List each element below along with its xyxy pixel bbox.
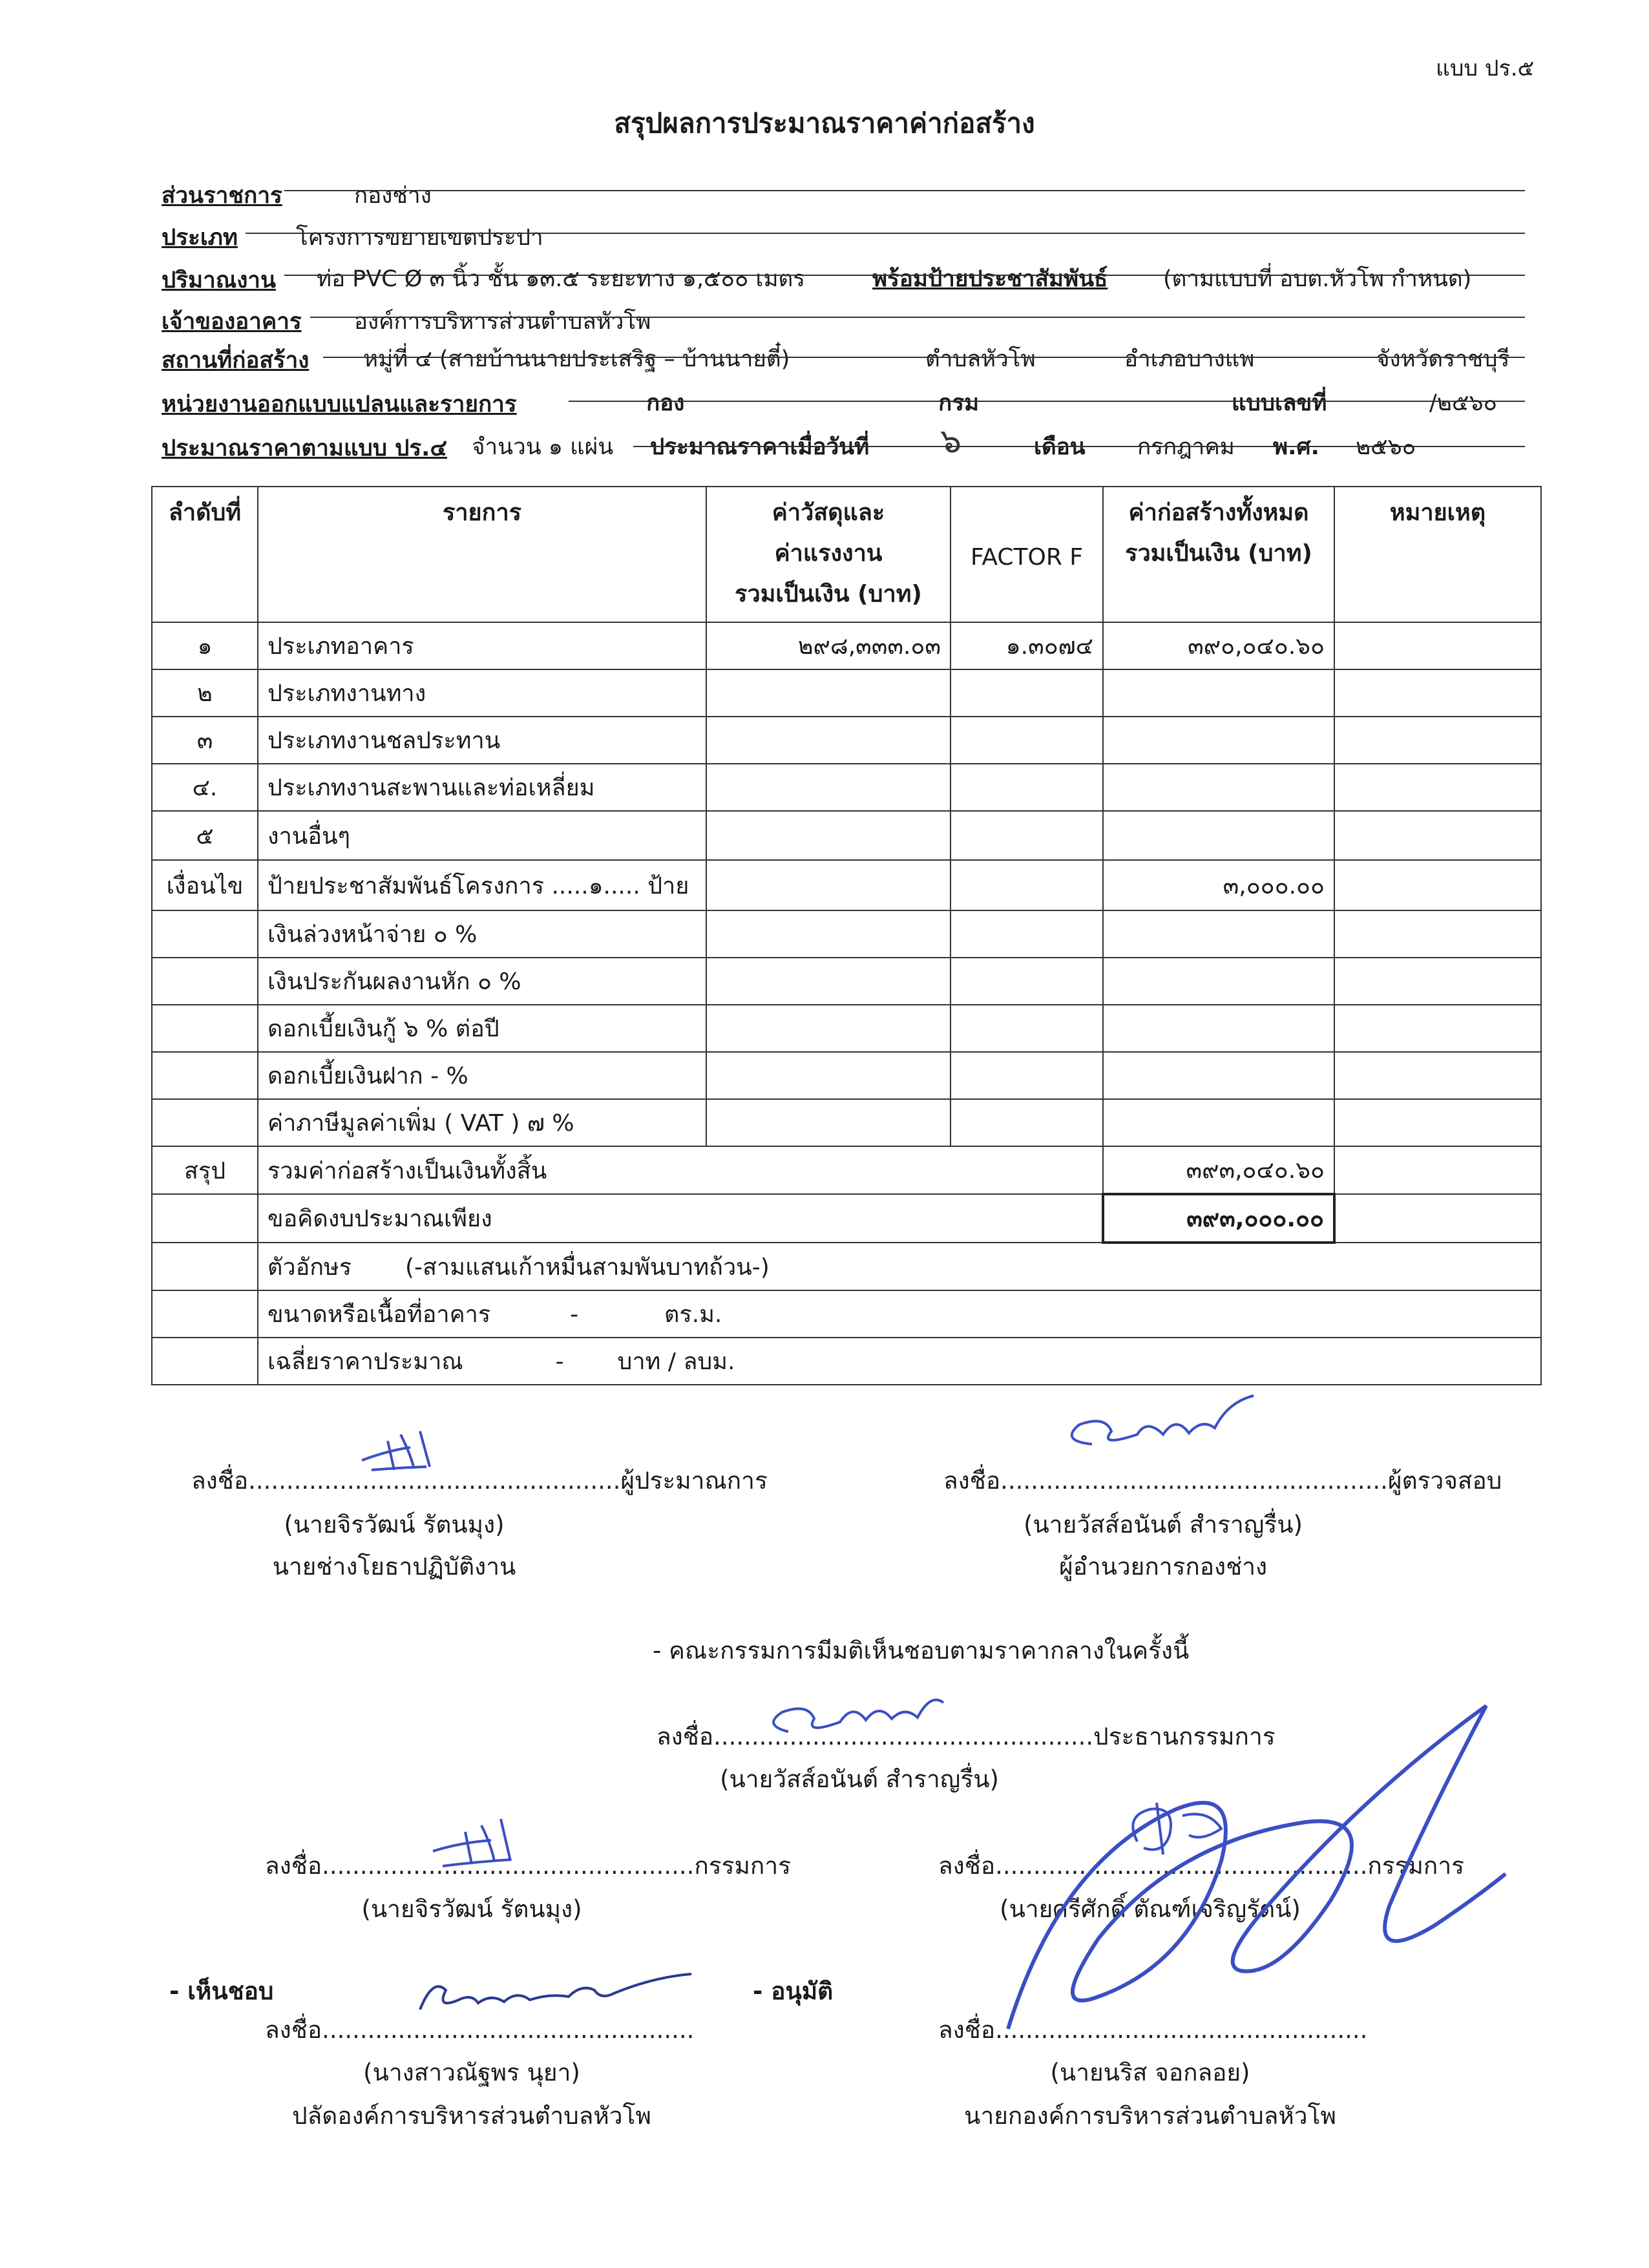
row-item: ดอกเบี้ยเงินฝาก - % xyxy=(258,1052,706,1099)
agency-label: ส่วนราชการ xyxy=(162,183,282,209)
col-total-header xyxy=(1103,487,1334,622)
estimate-day: ๖ xyxy=(940,422,962,461)
row-total xyxy=(1103,1052,1334,1099)
table-row xyxy=(152,717,1541,764)
summary-row-budget xyxy=(152,1194,1541,1243)
summary-remark xyxy=(1334,1194,1541,1243)
row-no xyxy=(152,910,258,958)
chairman-sign-line: ลงชื่อ..................................................ประธานกรรมการ xyxy=(656,1723,1276,1750)
row-no xyxy=(152,1052,258,1099)
member1-sign-line: ลงชื่อ.................................................กรรมการ xyxy=(265,1852,791,1880)
row-no xyxy=(152,1099,258,1146)
budget-label: ขอคิดงบประมาณเพียง xyxy=(258,1194,1103,1243)
member1-name: (นายจิรวัฒน์ รัตนมุง) xyxy=(361,1895,582,1923)
table-row xyxy=(152,669,1541,717)
col-remark-header: หมายเหตุ xyxy=(1334,487,1541,622)
table-row xyxy=(152,910,1541,958)
estimate-sheets: จำนวน ๑ แผ่น xyxy=(472,434,614,460)
mayor-name: (นายนริส จอกลอย) xyxy=(1050,2059,1250,2086)
avg-unit: บาท / ลบม. xyxy=(617,1349,735,1375)
row-no: ๑ xyxy=(152,622,258,669)
summary-row-letters xyxy=(152,1243,1541,1290)
row-item: ประเภทงานชลประทาน xyxy=(258,717,706,764)
row-remark xyxy=(1334,669,1541,717)
row-total xyxy=(1103,669,1334,717)
row-item: ประเภทงานทาง xyxy=(258,669,706,717)
inspector-position: ผู้อำนวยการกองช่าง xyxy=(1058,1553,1268,1580)
clerk-position: ปลัดองค์การบริหารส่วนตำบลหัวโพ xyxy=(292,2102,651,2130)
agency-value: กองช่าง xyxy=(354,183,432,209)
estimate-underline xyxy=(633,446,1525,447)
site-value: หมู่ที่ ๔ (สายบ้านนายประเสริฐ – บ้านนายตี๋) xyxy=(363,346,790,372)
design-unit-department: กรม xyxy=(938,390,980,416)
owner-value: องค์การบริหารส่วนตำบลหัวโพ xyxy=(354,309,651,335)
grand-total-value: ๓๙๓,๐๔๐.๖๐ xyxy=(1103,1146,1334,1194)
row-total: ๓๙๐,๐๔๐.๖๐ xyxy=(1103,622,1334,669)
year-value: ๒๕๖๐ xyxy=(1356,434,1416,460)
avg-label: เฉลี่ยราคาประมาณ xyxy=(268,1349,463,1375)
table-row xyxy=(152,1099,1541,1146)
committee-note: - คณะกรรมการมีมติเห็นชอบตามราคากลางในครั้งนี้ xyxy=(653,1637,1190,1664)
quantity-note: (ตามแบบที่ อบต.หัวโพ กำหนด) xyxy=(1163,266,1472,292)
row-material xyxy=(706,958,951,1005)
row-remark xyxy=(1334,764,1541,811)
row-total xyxy=(1103,764,1334,811)
row-material xyxy=(706,1099,951,1146)
table-header-row xyxy=(152,487,1541,622)
row-remark xyxy=(1334,811,1541,860)
row-total xyxy=(1103,1099,1334,1146)
page-title: สรุปผลการประมาณราคาค่าก่อสร้าง xyxy=(614,107,1035,139)
estimate-label: ประมาณราคาตามแบบ ปร.๔ xyxy=(162,436,447,461)
row-no: ๒ xyxy=(152,669,258,717)
row-remark xyxy=(1334,1005,1541,1052)
estimator-sign-line: ลงชื่อ.................................................ผู้ประมาณการ xyxy=(191,1467,768,1495)
col-total-header-line1: ค่าก่อสร้างทั้งหมด xyxy=(1128,499,1309,526)
table-row xyxy=(152,1052,1541,1099)
row-factor: ๑.๓๐๗๔ xyxy=(951,622,1103,669)
summary-blank xyxy=(152,1290,258,1338)
table-row xyxy=(152,1005,1541,1052)
table-row xyxy=(152,811,1541,860)
col-material-header-line1: ค่าวัสดุและ xyxy=(772,499,885,526)
row-total xyxy=(1103,811,1334,860)
row-no: ๓ xyxy=(152,717,258,764)
row-total xyxy=(1103,910,1334,958)
inspector-name: (นายวัสส์อนันต์ สำราญรื่น) xyxy=(1024,1511,1303,1538)
year-label: พ.ศ. xyxy=(1273,434,1319,460)
row-no: ๕ xyxy=(152,811,258,860)
row-material xyxy=(706,910,951,958)
owner-label: เจ้าของอาคาร xyxy=(162,309,302,335)
row-factor xyxy=(951,1099,1103,1146)
agree-label: - เห็นชอบ xyxy=(169,1977,274,2005)
site-district: อำเภอบางแพ xyxy=(1124,346,1255,372)
member2-name: (นายศรีศักดิ์ ตัณฑ์เจริญรัตน์) xyxy=(1000,1895,1301,1923)
month-value: กรกฎาคม xyxy=(1137,434,1235,460)
agency-underline xyxy=(284,190,1525,191)
month-label: เดือน xyxy=(1034,434,1086,460)
row-material xyxy=(706,1005,951,1052)
summary-label: สรุป xyxy=(152,1146,258,1194)
col-material-header-line2: ค่าแรงงาน xyxy=(774,540,883,567)
site-province: จังหวัดราชบุรี xyxy=(1376,346,1510,372)
row-total xyxy=(1103,717,1334,764)
row-remark xyxy=(1334,958,1541,1005)
summary-row-average xyxy=(152,1338,1541,1385)
design-unit-division: กอง xyxy=(646,390,685,416)
row-material xyxy=(706,669,951,717)
type-underline xyxy=(246,233,1525,234)
letters-value: (-สามแสนเก้าหมื่นสามพันบาทถ้วน-) xyxy=(404,1254,770,1281)
row-item: ค่าภาษีมูลค่าเพิ่ม ( VAT ) ๗ % xyxy=(258,1099,706,1146)
summary-blank xyxy=(152,1243,258,1290)
summary-row-area xyxy=(152,1290,1541,1338)
inspector-signature xyxy=(1034,1389,1266,1467)
col-factor-header: FACTOR F xyxy=(951,487,1103,622)
design-no-label: แบบเลขที่ xyxy=(1232,390,1327,416)
row-item: ประเภทงานสะพานและท่อเหลี่ยม xyxy=(258,764,706,811)
row-factor xyxy=(951,1052,1103,1099)
row-item: งานอื่นๆ xyxy=(258,811,706,860)
row-material xyxy=(706,860,951,910)
row-material: ๒๙๘,๓๓๓.๐๓ xyxy=(706,622,951,669)
mayor-position: นายกองค์การบริหารส่วนตำบลหัวโพ xyxy=(964,2102,1336,2130)
form-code: แบบ ปร.๕ xyxy=(1436,56,1535,81)
area-value: - xyxy=(570,1301,579,1328)
row-item: ป้ายประชาสัมพันธ์โครงการ .....๑..... ป้าย xyxy=(258,860,706,910)
summary-row-grand-total xyxy=(152,1146,1541,1194)
member2-sign-line: ลงชื่อ.................................................กรรมการ xyxy=(938,1852,1464,1880)
table-row xyxy=(152,958,1541,1005)
row-factor xyxy=(951,717,1103,764)
row-no: เงื่อนไข xyxy=(152,860,258,910)
row-remark xyxy=(1334,622,1541,669)
budget-value: ๓๙๓,๐๐๐.๐๐ xyxy=(1103,1194,1334,1243)
row-factor xyxy=(951,910,1103,958)
col-material-header xyxy=(706,487,951,622)
row-total: ๓,๐๐๐.๐๐ xyxy=(1103,860,1334,910)
row-remark xyxy=(1334,910,1541,958)
letters-cell xyxy=(258,1243,1541,1290)
row-factor xyxy=(951,958,1103,1005)
letters-label: ตัวอักษร xyxy=(268,1254,352,1281)
quantity-underline xyxy=(284,275,1525,276)
row-factor xyxy=(951,1005,1103,1052)
site-label: สถานที่ก่อสร้าง xyxy=(162,348,310,373)
row-item: ประเภทอาคาร xyxy=(258,622,706,669)
row-material xyxy=(706,1052,951,1099)
type-label: ประเภท xyxy=(162,225,238,251)
avg-cell xyxy=(258,1338,1541,1385)
row-no xyxy=(152,1005,258,1052)
row-item: ดอกเบี้ยเงินกู้ ๖ % ต่อปี xyxy=(258,1005,706,1052)
area-unit: ตร.ม. xyxy=(664,1301,722,1328)
row-total xyxy=(1103,958,1334,1005)
grand-total-label: รวมค่าก่อสร้างเป็นเงินทั้งสิ้น xyxy=(258,1146,1103,1194)
col-item-header: รายการ xyxy=(258,487,706,622)
row-item: เงินประกันผลงานหัก ๐ % xyxy=(258,958,706,1005)
summary-blank xyxy=(152,1194,258,1243)
row-material xyxy=(706,764,951,811)
type-value: โครงการขยายเขตประปา xyxy=(296,225,543,251)
row-factor xyxy=(951,811,1103,860)
design-no-value: /๒๕๖๐ xyxy=(1429,390,1497,416)
quantity-extra: พร้อมป้ายประชาสัมพันธ์ xyxy=(872,266,1108,292)
quantity-value: ท่อ PVC Ø ๓ นิ้ว ชั้น ๑๓.๕ ระยะทาง ๑,๕๐๐ เมตร xyxy=(317,266,806,292)
owner-underline xyxy=(310,317,1525,318)
cost-summary-table xyxy=(151,486,1542,1385)
design-unit-label: หน่วยงานออกแบบแปลนและรายการ xyxy=(162,392,517,417)
design-underline xyxy=(569,401,1525,402)
row-material xyxy=(706,811,951,860)
area-cell xyxy=(258,1290,1541,1338)
row-total xyxy=(1103,1005,1334,1052)
col-no-header: ลำดับที่ xyxy=(152,487,258,622)
summary-blank xyxy=(152,1338,258,1385)
table-row xyxy=(152,860,1541,910)
summary-remark xyxy=(1334,1146,1541,1194)
approve-label: - อนุมัติ xyxy=(753,1977,834,2005)
quantity-label: ปริมาณงาน xyxy=(162,268,276,293)
row-no xyxy=(152,958,258,1005)
estimate-date-label: ประมาณราคาเมื่อวันที่ xyxy=(650,434,870,460)
inspector-sign-line: ลงชื่อ...................................................ผู้ตรวจสอบ xyxy=(943,1467,1502,1495)
row-item: เงินล่วงหน้าจ่าย ๐ % xyxy=(258,910,706,958)
site-subdistrict: ตำบลหัวโพ xyxy=(925,346,1036,372)
row-factor xyxy=(951,860,1103,910)
clerk-name: (นางสาวณัฐพร นุยา) xyxy=(363,2059,580,2086)
row-remark xyxy=(1334,1099,1541,1146)
row-factor xyxy=(951,764,1103,811)
row-factor xyxy=(951,669,1103,717)
row-material xyxy=(706,717,951,764)
chairman-name: (นายวัสส์อนันต์ สำราญรื่น) xyxy=(720,1765,999,1793)
clerk-sign-line: ลงชื่อ................................................. xyxy=(265,2016,695,2044)
row-remark xyxy=(1334,1052,1541,1099)
table-row xyxy=(152,622,1541,669)
row-remark xyxy=(1334,860,1541,910)
avg-value: - xyxy=(555,1349,564,1375)
estimator-name: (นายจิรวัฒน์ รัตนมุง) xyxy=(284,1511,505,1538)
mayor-signature xyxy=(969,1693,1518,2055)
row-no: ๔. xyxy=(152,764,258,811)
estimator-position: นายช่างโยธาปฏิบัติงาน xyxy=(272,1553,516,1580)
site-underline xyxy=(323,357,1525,358)
row-remark xyxy=(1334,717,1541,764)
col-total-header-line2: รวมเป็นเงิน (บาท) xyxy=(1125,540,1312,567)
area-label: ขนาดหรือเนื้อที่อาคาร xyxy=(268,1301,491,1328)
table-row xyxy=(152,764,1541,811)
mayor-sign-line: ลงชื่อ................................................. xyxy=(938,2016,1368,2044)
col-material-header-line3: รวมเป็นเงิน (บาท) xyxy=(735,581,922,607)
